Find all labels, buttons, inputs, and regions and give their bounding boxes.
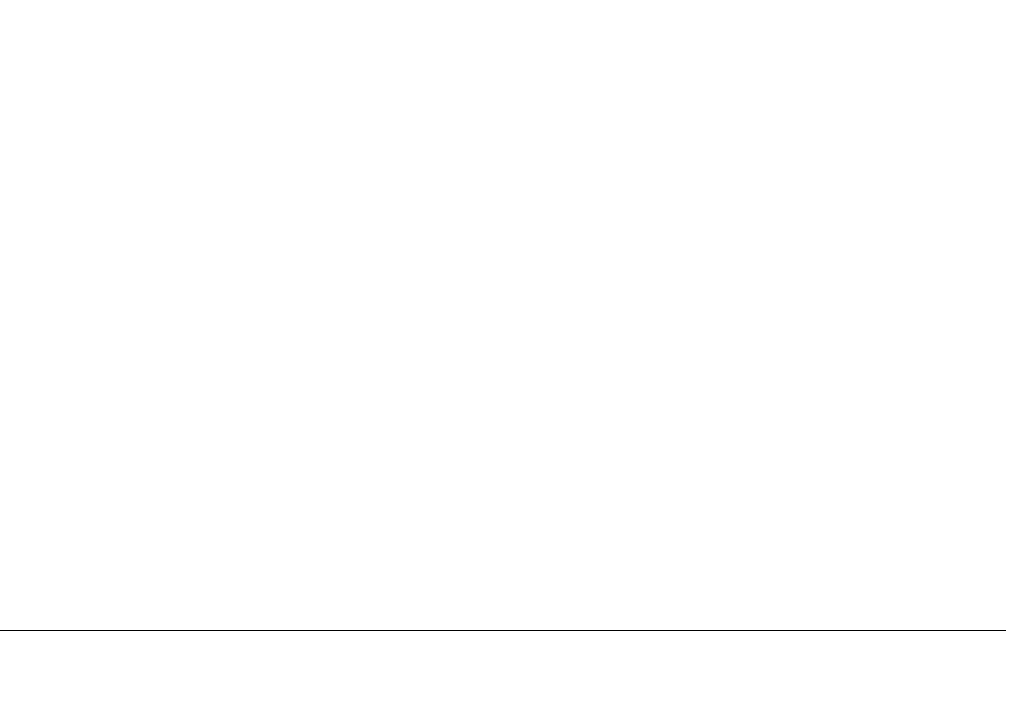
bottom-border — [0, 630, 1006, 631]
